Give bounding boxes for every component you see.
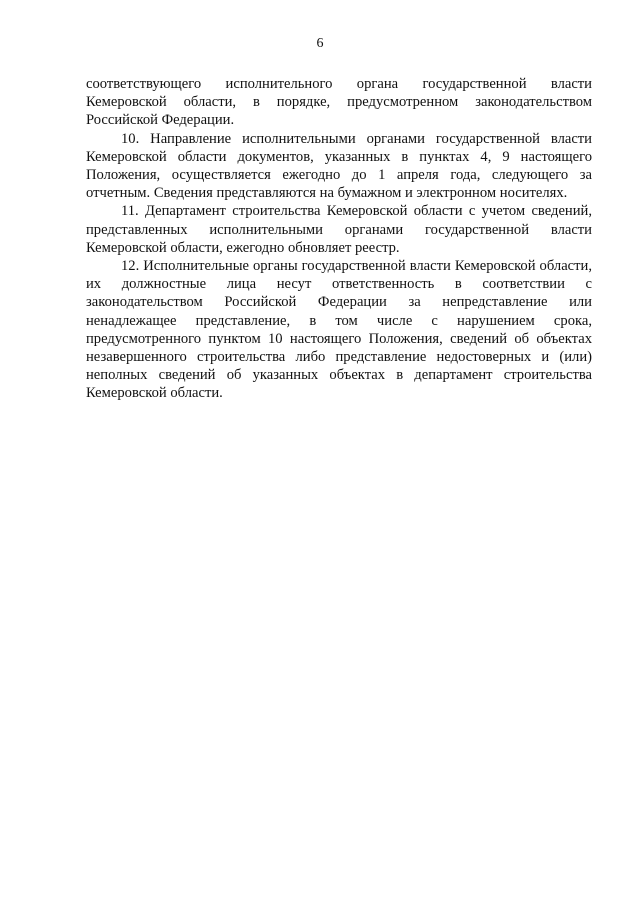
paragraph-item-11: 11. Департамент строительства Кемеровской области с учетом сведений, представленных исполнительными органами государственной власти Кемеровской области, ежегодно обновляет реестр. [86, 203, 592, 256]
paragraph-item-12: 12. Исполнительные органы государственной власти Кемеровской области, их должностные лица несут ответственность в соответствии с законодательством Российской Федерации за непредставление или ненадлежащее представление, в том числе с нарушением срока, предусмотренного пунктом 10 настоящего Положения, сведений об объектах незавершенного строительства либо представление недостоверных и (или) неполных сведений об указанных объектах в департамент строительства Кемеровской области. [86, 258, 592, 402]
paragraph-item-10: 10. Направление исполнительными органами государственной власти Кемеровской области документов, указанных в пунктах 4, 9 настоящего Положения, осуществляется ежегодно до 1 апреля года, следующего за отчетным. Сведения представляются на бумажном и электронном носителях. [86, 130, 592, 202]
page-number: 6 [316, 36, 324, 51]
document-body [86, 75, 592, 403]
paragraph-continuation: соответствующего исполнительного органа государственной власти Кемеровской области, в порядке, предусмотренном законодательством Российской Федерации. [86, 76, 592, 129]
